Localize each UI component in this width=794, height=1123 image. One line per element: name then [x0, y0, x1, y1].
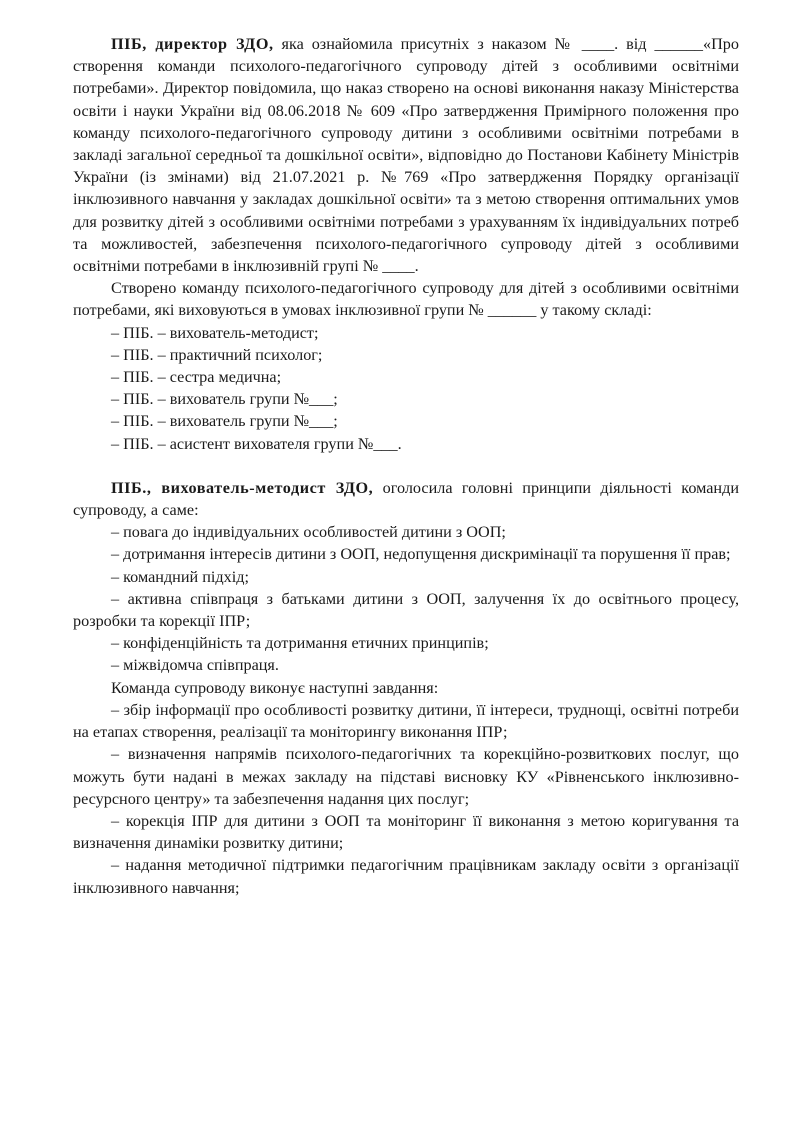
list-item-member-2 — [73, 344, 739, 366]
list-item-member-2-text: – ПІБ. – практичний психолог; — [111, 345, 323, 364]
list-item-principle-2-text: – дотримання інтересів дитини з ООП, недопущення дискримінації та порушення її прав; — [111, 545, 731, 564]
list-item-principle-3-text: – командний підхід; — [111, 567, 249, 586]
paragraph-methodist-text: оголосила головні принципи діяльності команди супроводу, а саме: — [73, 478, 739, 520]
paragraph-opening-text: яка ознайомила присутніх з наказом № ____. від ______«Про створення команди психолого-педагогічного супроводу дітей з особливими освітніми потребами». Директор повідомила, що наказ створено на основі виконання наказу Міністерства освіти і науки України від 08.06.2018 № 609 «Про затвердження Примірного положення про команду психолого-педагогічного супроводу дитини з особливими освітніми потребами в закладі загальної середньої та дошкільної освіти», відповідно до Постанови Кабінету Міністрів України (із змінами) від 21.07.2021 р. №769 «Про затвердження Порядку організації інклюзивного навчання у закладах дошкільної освіти» та з метою створення оптимальних умов для розвитку дітей з особливими освітніми потребами з урахуванням їх індивідуальних потреб та можливостей, забезпечення психолого-педагогічного супроводу дітей з особливими освітніми потребами в інклюзивній групі № ____. — [73, 35, 739, 276]
paragraph-tasks-intro-text: Команда супроводу виконує наступні завдання: — [111, 678, 439, 697]
list-item-member-1-text: – ПІБ. – вихователь-методист; — [111, 323, 319, 342]
list-item-task-4 — [73, 854, 739, 898]
list-item-task-2 — [73, 743, 739, 810]
list-item-task-1-text: – збір інформації про особливості розвитку дитини, її інтереси, труднощі, освітні потреби на етапах створення, реалізації та моніторингу виконання ІПР; — [73, 700, 739, 742]
list-item-member-3 — [73, 366, 739, 388]
list-item-principle-4-text: – активна співпраця з батьками дитини з ООП, залучення їх до освітнього процесу, розробки та корекції ІПР; — [73, 589, 739, 631]
list-item-principle-5 — [73, 632, 739, 654]
section-spacer — [73, 455, 739, 477]
list-item-task-3 — [73, 810, 739, 854]
list-item-member-3-text: – ПІБ. – сестра медична; — [111, 368, 282, 387]
list-item-member-4-text: – ПІБ. – вихователь групи №___; — [111, 390, 338, 409]
list-item-principle-1-text: – повага до індивідуальних особливостей дитини з ООП; — [111, 523, 506, 542]
list-item-task-1 — [73, 699, 739, 743]
paragraph-methodist-bold-lead: ПІБ., вихователь-методист ЗДО, — [111, 478, 374, 497]
list-item-principle-4 — [73, 588, 739, 632]
list-item-task-3-text: – корекція ІПР для дитини з ООП та моніторинг її виконання з метою коригування та визначення динаміки розвитку дитини; — [73, 811, 739, 853]
list-item-principle-6 — [73, 654, 739, 676]
list-item-member-1 — [73, 322, 739, 344]
list-item-task-4-text: – надання методичної підтримки педагогічним працівникам закладу освіти з організації інклюзивного навчання; — [73, 856, 739, 897]
list-item-principle-5-text: – конфіденційність та дотримання етичних принципів; — [111, 634, 489, 653]
list-item-member-5-text: – ПІБ. – вихователь групи №___; — [111, 412, 338, 431]
paragraph-tasks-intro — [73, 677, 739, 699]
list-item-member-4 — [73, 388, 739, 410]
list-item-task-2-text: – визначення напрямів психолого-педагогічних та корекційно-розвиткових послуг, що можуть бути надані в межах закладу на підставі висновку КУ «Рівненського інклюзивно-ресурсного центру» та забезпечення надання цих послуг; — [73, 745, 739, 808]
paragraph-opening — [73, 33, 739, 277]
list-item-principle-1 — [73, 521, 739, 543]
list-item-principle-2 — [73, 543, 739, 565]
list-item-member-6-text: – ПІБ. – асистент вихователя групи №___. — [111, 434, 402, 453]
list-item-member-5 — [73, 410, 739, 432]
paragraph-opening-bold-lead: ПІБ, директор ЗДО, — [111, 35, 274, 53]
paragraph-team-created-text: Створено команду психолого-педагогічного супроводу для дітей з особливими освітніми потребами, які виховуються в умовах інклюзивної групи № ______ у такому складі: — [73, 279, 739, 320]
document-content — [73, 33, 739, 899]
list-item-principle-3 — [73, 566, 739, 588]
paragraph-methodist-intro — [73, 477, 739, 521]
list-item-member-6 — [73, 433, 739, 455]
paragraph-team-created — [73, 277, 739, 321]
list-item-principle-6-text: – міжвідомча співпраця. — [111, 656, 279, 675]
